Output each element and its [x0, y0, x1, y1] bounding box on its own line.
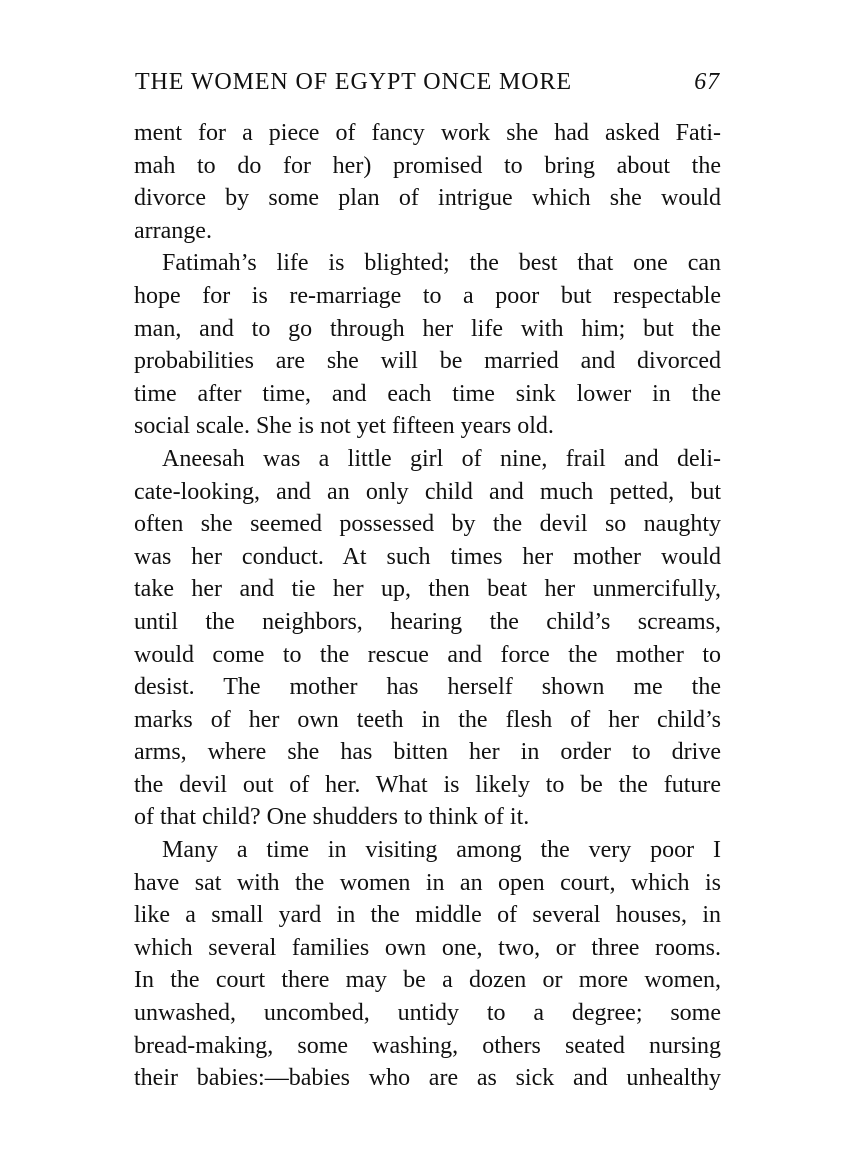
text-line: divorce by some plan of intrigue which she would: [134, 185, 721, 212]
text-line: Aneesah was a little girl of nine, frail and deli-: [162, 445, 721, 472]
running-title: THE WOMEN OF EGYPT ONCE MORE: [135, 69, 572, 95]
text-line: time after time, and each time sink lower in the: [134, 380, 721, 407]
text-line: take her and tie her up, then beat her unmercifully,: [134, 576, 721, 603]
text-line: like a small yard in the middle of several houses, in: [134, 902, 721, 929]
body-text: [134, 117, 721, 1095]
text-line: which several families own one, two, or three rooms.: [134, 934, 721, 961]
paragraph: [134, 834, 721, 1095]
page-number: 67: [694, 69, 720, 95]
paragraph: [134, 117, 721, 247]
text-line: arrange.: [134, 217, 212, 244]
text-line: Fatimah’s life is blighted; the best that one can: [162, 250, 721, 277]
text-line: until the neighbors, hearing the child’s screams,: [134, 608, 721, 635]
text-line: desist. The mother has herself shown me the: [134, 674, 721, 701]
text-line: hope for is re-marriage to a poor but respectable: [134, 282, 721, 309]
text-line: In the court there may be a dozen or more women,: [134, 967, 721, 994]
text-line: ment for a piece of fancy work she had asked Fati-: [134, 120, 721, 146]
text-line: man, and to go through her life with him; but the: [134, 315, 721, 342]
text-line: unwashed, uncombed, untidy to a degree; some: [134, 1000, 721, 1027]
text-line: the devil out of her. What is likely to be the future: [134, 771, 721, 798]
paragraph: [134, 443, 721, 834]
text-line: of that child? One shudders to think of it.: [134, 804, 530, 831]
running-head: [135, 64, 720, 100]
text-line: often she seemed possessed by the devil so naughty: [134, 511, 721, 538]
text-line: marks of her own teeth in the flesh of her child’s: [134, 706, 721, 733]
text-line: social scale. She is not yet fifteen years old.: [134, 413, 554, 440]
text-line: mah to do for her) promised to bring about the: [134, 152, 721, 179]
text-line: was her conduct. At such times her mother would: [134, 543, 721, 570]
paragraph: [134, 247, 721, 443]
text-line: probabilities are she will be married and divorced: [134, 348, 721, 375]
text-line: cate-looking, and an only child and much petted, but: [134, 478, 721, 505]
text-line: bread-making, some washing, others seated nursing: [134, 1032, 721, 1059]
text-line: arms, where she has bitten her in order to drive: [134, 739, 721, 766]
text-line: would come to the rescue and force the mother to: [134, 641, 721, 668]
text-line: their babies:—babies who are as sick and unhealthy: [134, 1065, 721, 1092]
text-line: have sat with the women in an open court, which is: [134, 869, 721, 896]
text-line: Many a time in visiting among the very poor I: [162, 837, 721, 864]
